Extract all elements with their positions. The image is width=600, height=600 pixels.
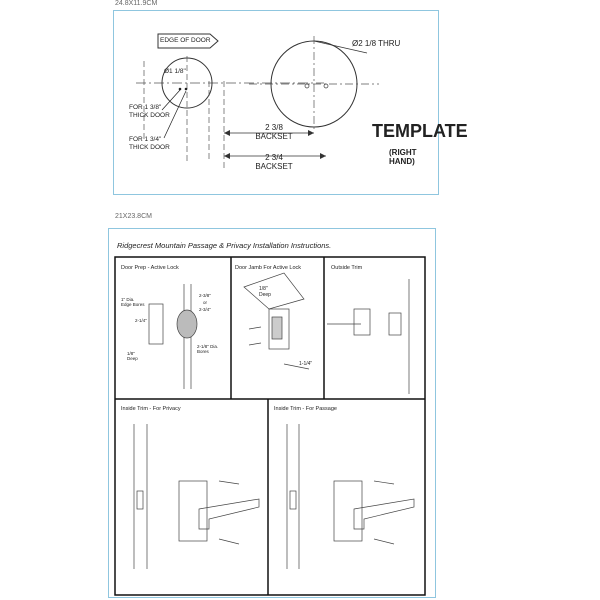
hole-large-label: Ø2 1/8 THRU	[352, 39, 401, 48]
prep-height: 2-1/4"	[135, 318, 147, 323]
door-1-38-label: FOR 1 3/8" THICK DOOR	[129, 104, 170, 119]
prep-depth: 1/8" Deep	[127, 351, 138, 361]
step-label-5: Inside Trim - For Passage	[274, 406, 337, 412]
step-label-3: Outside Trim	[331, 265, 363, 271]
template-size-label: 24.8X11.9CM	[115, 0, 158, 7]
backset1-label: 2 3/8 BACKSET	[255, 123, 293, 141]
instructions-title: Ridgecrest Mountain Passage & Privacy Installation Instructions.	[117, 241, 332, 250]
jamb-depth: 1/8" Deep	[259, 286, 271, 298]
instructions-frame	[108, 228, 436, 598]
step-label-2: Door Jamb For Active Lock	[235, 265, 302, 271]
template-subtitle: (RIGHT HAND)	[389, 148, 417, 166]
edge-of-door-label: EDGE OF DOOR	[160, 37, 211, 44]
instructions-grid	[109, 229, 435, 597]
door-1-34-label: FOR 1 3/4" THICK DOOR	[129, 136, 170, 151]
jamb-width: 1-1/4"	[299, 361, 313, 367]
backset2-label: 2 3/4 BACKSET	[255, 153, 293, 171]
prep-backset-a: 2-3/8"	[199, 293, 211, 298]
template-frame	[113, 10, 468, 195]
prep-bore-dia: 2-1/8" Dia. Bores	[197, 344, 219, 354]
prep-edge-bores: 1" Dia. Edge Bores	[121, 297, 145, 307]
prep-backset-b: 2-3/4"	[199, 307, 211, 312]
hole-small-label: Ø1 1/8"	[164, 68, 186, 75]
template-title: TEMPLATE	[372, 121, 468, 141]
step-label-1: Door Prep - Active Lock	[121, 265, 179, 271]
prep-or: or	[203, 300, 208, 305]
step-label-4: Inside Trim - For Privacy	[121, 406, 181, 412]
instructions-size-label: 21X23.8CM	[115, 213, 152, 220]
